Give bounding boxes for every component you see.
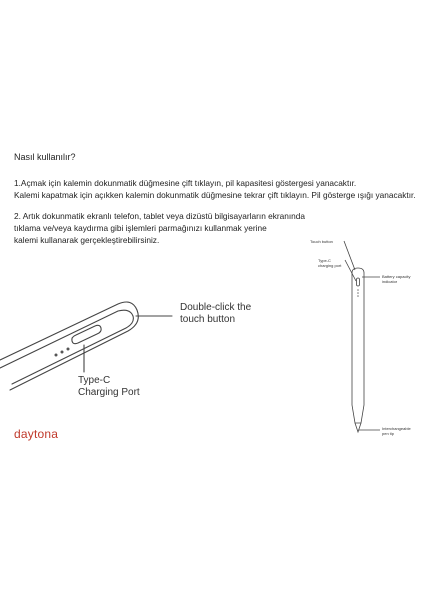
battery-line1: Battery capacity	[382, 274, 411, 279]
double-click-label	[180, 302, 251, 326]
brand-logo: daytona	[14, 427, 59, 441]
usb-c-port-small	[357, 278, 360, 286]
step-2-line-1: 2. Artık dokunmatik ekranlı telefon, tablet veya dizüstü bilgisayarların ekranında	[14, 211, 306, 221]
page-title: Nasıl kullanılır?	[14, 152, 76, 162]
battery-dot-2	[357, 292, 359, 294]
typec-label-line1: Type-C	[78, 375, 111, 386]
pen-typec-line2: charging port	[318, 263, 342, 268]
pen-tip	[355, 423, 361, 432]
typec-label	[78, 375, 140, 399]
pen-shaft	[352, 268, 364, 423]
indicator-dot-2	[61, 351, 64, 354]
step-2-line-3: kalemi kullanarak gerçekleştirebilirsiniz.	[14, 235, 160, 245]
instruction-step-2	[14, 210, 305, 246]
battery-dot-3	[357, 295, 359, 297]
touch-button-label: Touch button	[310, 239, 333, 244]
battery-line2: indicator	[382, 279, 398, 284]
port-leader	[345, 260, 356, 281]
pen-typec-label	[318, 258, 341, 268]
battery-indicator-label	[382, 274, 410, 284]
instruction-step-1	[14, 177, 416, 201]
step-2-line-2: tıklama ve/veya kaydırma gibi işlemleri parmağınızı kullanmak yerine	[14, 223, 267, 233]
typec-label-line2: Charging Port	[78, 387, 140, 398]
pen-tip-label	[382, 426, 411, 436]
step-1-line-2: Kalemi kapatmak için açıkken kalemin dokunmatik düğmesine tekrar çift tıklayın. Pil gösterge ışığı yanacaktır.	[14, 190, 416, 200]
indicator-dot-1	[55, 354, 58, 357]
usb-c-port	[72, 325, 101, 343]
tip-line2: pen tip	[382, 431, 395, 436]
indicator-dot-3	[67, 348, 70, 351]
touch-leader	[344, 241, 355, 270]
pen-typec-line1: Type-C	[318, 258, 331, 263]
tip-line1: Interchangeable	[382, 426, 411, 431]
pen-body-inner	[0, 310, 133, 384]
battery-dot-1	[357, 289, 359, 291]
double-click-label-line2: touch button	[180, 314, 236, 325]
step-1-line-1: 1.Açmak için kalemin dokunmatik düğmesine çift tıklayın, pil kapasitesi göstergesi yanacaktır.	[14, 178, 357, 188]
double-click-label-line1: Double-click the	[180, 302, 252, 313]
